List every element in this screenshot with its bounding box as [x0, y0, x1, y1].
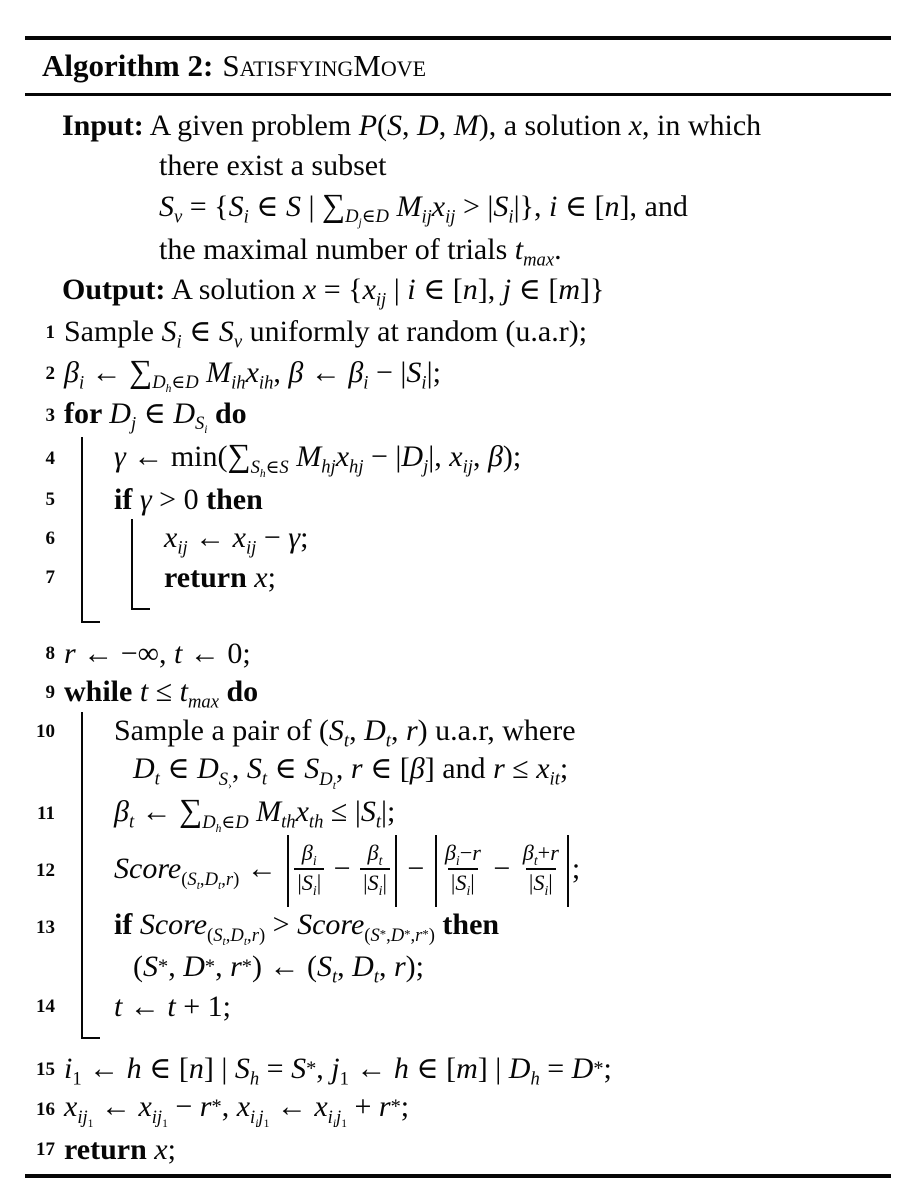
code-line — [25, 519, 891, 558]
spacer — [25, 623, 891, 634]
line-number: 12 — [36, 860, 55, 882]
statement: t ← t + 1; — [114, 989, 231, 1023]
code-line — [25, 353, 891, 396]
block-indent-rule — [81, 907, 891, 948]
input-line-1: Input: A given problem P(S, D, M), a solution x, in which — [62, 108, 762, 142]
line-content — [64, 558, 891, 597]
line-content — [64, 907, 891, 948]
statement: if Score$_{(S_t,D_t,r)}$ > Score$_{(S*,D*,r*)}$ then — [114, 908, 500, 948]
line-number — [25, 1026, 64, 1039]
code-line — [25, 480, 891, 519]
block-end — [25, 610, 891, 623]
abs-value-bar — [395, 835, 397, 907]
abs-value-bar — [567, 835, 569, 907]
statement: Sample a pair of ($S_t$, $D_t$, r) u.a.r, where — [114, 713, 576, 752]
code-line — [25, 673, 891, 712]
bottom-rule — [25, 1174, 891, 1178]
code-line — [25, 634, 891, 673]
input-line-2: there exist a subset — [159, 148, 387, 182]
code-line — [25, 948, 891, 987]
code-line — [25, 751, 891, 792]
block-indent-rule — [81, 437, 891, 480]
statement: Sample $S_i$ ∈ $S_v$ uniformly at random (u.a.r); — [64, 315, 588, 353]
code-line — [25, 1089, 891, 1130]
fraction: $\frac{\beta_t+r}{|S_i|}$ — [522, 840, 559, 898]
line-content — [64, 314, 891, 353]
fraction: $\frac{\beta_t}{|S_i|}$ — [360, 841, 390, 897]
block-end-rule — [81, 610, 100, 623]
statement: r ← −∞, t ← 0; — [64, 636, 251, 670]
line-content — [64, 634, 891, 673]
line-content — [64, 835, 891, 907]
fraction: $\frac{\beta_i}{|S_i|}$ — [294, 841, 324, 897]
line-content — [64, 712, 891, 751]
code-line — [25, 907, 891, 948]
statement: $D_t$ ∈ $D_{S_›}$, $S_t$ ∈ $S_{D_t}$, r ∈ [β] and $r \le x_{it}$; — [133, 752, 569, 792]
line-content — [64, 1130, 891, 1169]
algorithm-name: SatisfyingMove — [222, 48, 427, 83]
line-number — [25, 610, 64, 623]
code-line — [25, 1050, 891, 1089]
line-content — [64, 1026, 891, 1039]
block-indent-rule — [81, 558, 891, 597]
block-indent-rule — [81, 597, 891, 610]
block-end-rule — [81, 1026, 100, 1039]
line-number: 17 — [36, 1138, 55, 1160]
statement: $x_{ij}$ ← $x_{ij} - \gamma$; — [164, 520, 309, 559]
line-number: 5 — [45, 488, 55, 510]
line-content — [64, 610, 891, 623]
statement: Score$_{(S_t,D_t,r)}$ ← $\frac{\beta_i}{|S_i|}$ − $\frac{\beta_t}{|S_i|}$ − $\frac{\beta_i-r}{|S_i|}$ − $\frac{\beta_t+r}{|S_i|}$ ; — [114, 835, 580, 907]
line-number: 7 — [45, 566, 55, 588]
line-content — [64, 597, 891, 610]
code-line — [25, 396, 891, 437]
line-number: 15 — [36, 1058, 55, 1080]
line-content — [64, 353, 891, 396]
line-number: 11 — [37, 802, 55, 824]
statement: return x; — [64, 1132, 176, 1166]
code-line — [25, 835, 891, 907]
line-content — [64, 751, 891, 792]
input-output-block — [25, 96, 891, 314]
output-line: Output: A solution $x = \{x_{ij}$ | i ∈ [n], j ∈ [m]} — [62, 272, 605, 311]
statement: $i_1$ ← h ∈ [n] | $S_h = S*$, $j_1$ ← h ∈ [m] | $D_h = D*$; — [64, 1051, 612, 1090]
fraction: $\frac{\beta_i-r}{|S_i|}$ — [444, 840, 481, 898]
block-end — [25, 1026, 891, 1039]
statement: $\beta_i$ ← $\sum_{D_h\in D}$ $M_{ih}x_{ih}$, β ← $\beta_i - |S_i|$; — [64, 353, 441, 396]
block-indent-rule — [81, 519, 891, 558]
line-number: 10 — [36, 720, 55, 742]
code-line — [25, 314, 891, 353]
line-number: 4 — [45, 447, 55, 469]
block-end-rule — [131, 597, 150, 610]
code-line — [25, 1130, 891, 1169]
line-number — [25, 597, 64, 610]
line-number: 8 — [45, 642, 55, 664]
code-line — [25, 558, 891, 597]
abs-value-bar — [287, 835, 289, 907]
line-content — [64, 396, 891, 437]
block-indent-rule — [131, 519, 891, 558]
statement: γ ← $\min(\sum_{S_h\in S}$ $M_{hj}x_{hj} - |D_j|$, $x_{ij}$, β); — [114, 438, 522, 480]
statement: for $D_j$ ∈ $D_{S_i}$ do — [64, 396, 247, 437]
block-end — [25, 597, 891, 610]
line-content — [64, 519, 891, 558]
line-number: 9 — [45, 681, 55, 703]
block-indent-rule — [81, 835, 891, 907]
line-number — [25, 751, 64, 792]
abs-value-bar — [435, 835, 437, 907]
block-indent-rule — [81, 987, 891, 1026]
block-indent-rule — [81, 712, 891, 751]
line-content — [64, 437, 891, 480]
line-number: 3 — [45, 405, 55, 427]
line-content — [64, 1050, 891, 1089]
spacer — [25, 1039, 891, 1050]
line-number: 1 — [45, 322, 55, 344]
input-line-3: $S_v = \{S_i$ ∈ S | $\sum_{D_j\in D}$ $M_{ij}x_{ij} > |S_i|$}, i ∈ [n], and — [159, 187, 688, 230]
line-content — [64, 948, 891, 987]
line-number: 13 — [36, 916, 55, 938]
code-line — [25, 712, 891, 751]
code-line — [25, 437, 891, 480]
code-line — [25, 987, 891, 1026]
input-line-4: the maximal number of trials $t_{max}$. — [159, 232, 562, 271]
statement: if γ > 0 then — [114, 482, 263, 516]
algorithm-label: Algorithm 2: — [42, 48, 214, 83]
statement: $x_{ij_1}$ ← $x_{ij_1} - r*$, $x_{i_ij_1}$ ← $x_{i_ij_1} + r*$; — [64, 1090, 410, 1130]
block-indent-rule — [81, 948, 891, 987]
block-indent-rule — [81, 480, 891, 519]
line-content — [64, 1089, 891, 1130]
statement: (S*, D*, r*) ← ($S_t$, $D_t$, r); — [133, 949, 424, 988]
line-content — [64, 987, 891, 1026]
algorithm-caption — [25, 40, 891, 93]
line-content — [64, 480, 891, 519]
statement: $\beta_t$ ← $\sum_{D_h\in D}$ $M_{th}x_{th} \le |S_t|$; — [114, 793, 396, 835]
line-number — [25, 948, 64, 987]
line-number: 16 — [36, 1098, 55, 1120]
block-indent-rule — [131, 558, 891, 597]
line-content — [64, 792, 891, 835]
line-number: 2 — [45, 363, 55, 385]
line-number: 14 — [36, 995, 55, 1017]
line-content — [64, 673, 891, 712]
block-indent-rule — [81, 751, 891, 792]
code-line — [25, 792, 891, 835]
line-number: 6 — [45, 527, 55, 549]
statement: while $t \le t_{max}$ do — [64, 674, 259, 713]
statement: return x; — [164, 560, 276, 594]
block-indent-rule — [81, 792, 891, 835]
algorithm-body — [25, 314, 891, 1169]
